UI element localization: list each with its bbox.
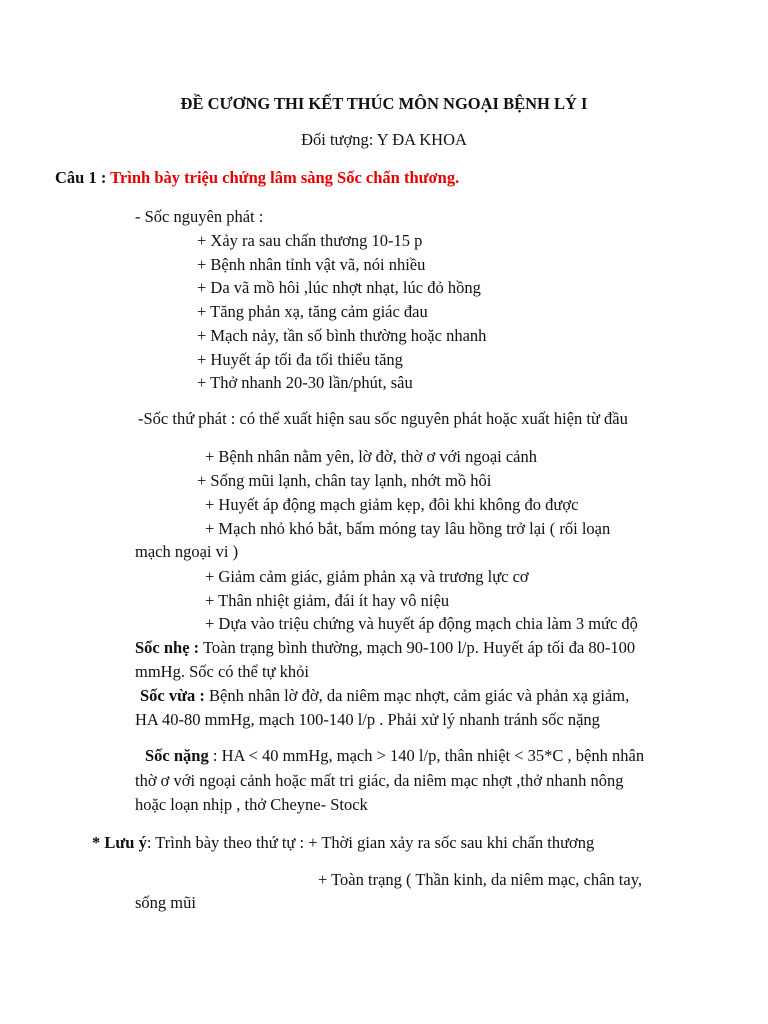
secondary-item: + Bệnh nhân nằm yên, lờ đờ, thờ ơ với ngoại cảnh xyxy=(205,447,537,466)
severe-shock-label: Sốc nặng xyxy=(145,746,209,765)
secondary-item-continuation: mạch ngoại vi ) xyxy=(135,542,239,561)
moderate-shock-line-2: HA 40-80 mmHg, mạch 100-140 l/p . Phải xử lý nhanh tránh sốc nặng xyxy=(135,710,600,729)
mild-shock-line xyxy=(135,638,635,658)
primary-item: + Huyết áp tối đa tối thiểu tăng xyxy=(197,350,403,369)
mild-shock-label: Sốc nhẹ : xyxy=(135,638,200,657)
secondary-item: + Giảm cảm giác, giảm phản xạ và trương lực cơ xyxy=(205,567,529,586)
secondary-item: + Sống mũi lạnh, chân tay lạnh, nhớt mồ hôi xyxy=(197,471,492,490)
severe-shock-line-3: hoặc loạn nhịp , thở Cheyne- Stock xyxy=(135,795,368,814)
document-subtitle: Đối tượng: Y ĐA KHOA xyxy=(301,130,467,149)
primary-shock-heading: - Sốc nguyên phát : xyxy=(135,207,264,226)
moderate-shock-text: Bệnh nhân lờ đờ, da niêm mạc nhợt, cảm giác và phản xạ giảm, xyxy=(204,686,630,705)
document-title: ĐỀ CƯƠNG THI KẾT THÚC MÔN NGOẠI BỆNH LÝ I xyxy=(180,94,588,113)
note-line-3: sống mũi xyxy=(135,893,196,912)
severe-shock-line xyxy=(145,746,644,766)
primary-item: + Mạch nảy, tần số bình thường hoặc nhanh xyxy=(197,326,487,345)
secondary-item: + Dựa vào triệu chứng và huyết áp động mạch chia làm 3 mức độ xyxy=(205,614,638,633)
moderate-shock-line xyxy=(140,686,629,706)
primary-item: + Xảy ra sau chấn thương 10-15 p xyxy=(197,231,423,250)
secondary-item: + Huyết áp động mạch giảm kẹp, đôi khi không đo được xyxy=(205,495,579,514)
note-line-2: + Toàn trạng ( Thần kinh, da niêm mạc, chân tay, xyxy=(318,870,642,889)
note-label: * Lưu ý xyxy=(92,833,147,852)
question-label: Câu 1 : xyxy=(55,168,107,187)
severe-shock-line-2: thờ ơ với ngoại cảnh hoặc mất tri giác, da niêm mạc nhợt ,thở nhanh nông xyxy=(135,771,624,790)
question-text: Trình bày triệu chứng lâm sàng Sốc chấn thương. xyxy=(106,168,460,187)
moderate-shock-label: Sốc vừa : xyxy=(140,686,205,705)
primary-item: + Tăng phản xạ, tăng cảm giác đau xyxy=(197,302,428,321)
primary-item: + Bệnh nhân tỉnh vật vã, nói nhiều xyxy=(197,255,426,274)
secondary-item: + Mạch nhỏ khó bắt, bấm móng tay lâu hồng trở lại ( rối loạn xyxy=(205,519,611,538)
primary-item: + Thở nhanh 20-30 lần/phút, sâu xyxy=(197,373,413,392)
note-line xyxy=(92,833,594,853)
secondary-shock-heading: -Sốc thứ phát : có thể xuất hiện sau sốc nguyên phát hoặc xuất hiện từ đầu xyxy=(138,409,628,428)
mild-shock-line-2: mmHg. Sốc có thể tự khỏi xyxy=(135,662,309,681)
question-heading xyxy=(55,168,459,188)
mild-shock-text: Toàn trạng bình thường, mạch 90-100 l/p. Huyết áp tối đa 80-100 xyxy=(199,638,636,657)
primary-item: + Da vã mồ hôi ,lúc nhợt nhạt, lúc đỏ hồng xyxy=(197,278,481,297)
secondary-item: + Thân nhiệt giảm, đái ít hay vô niệu xyxy=(205,591,450,610)
severe-shock-text: : HA < 40 mmHg, mạch > 140 l/p, thân nhiệt < 35*C , bệnh nhân xyxy=(208,746,645,765)
note-text: : Trình bày theo thứ tự : + Thời gian xảy ra sốc sau khi chấn thương xyxy=(146,833,595,852)
